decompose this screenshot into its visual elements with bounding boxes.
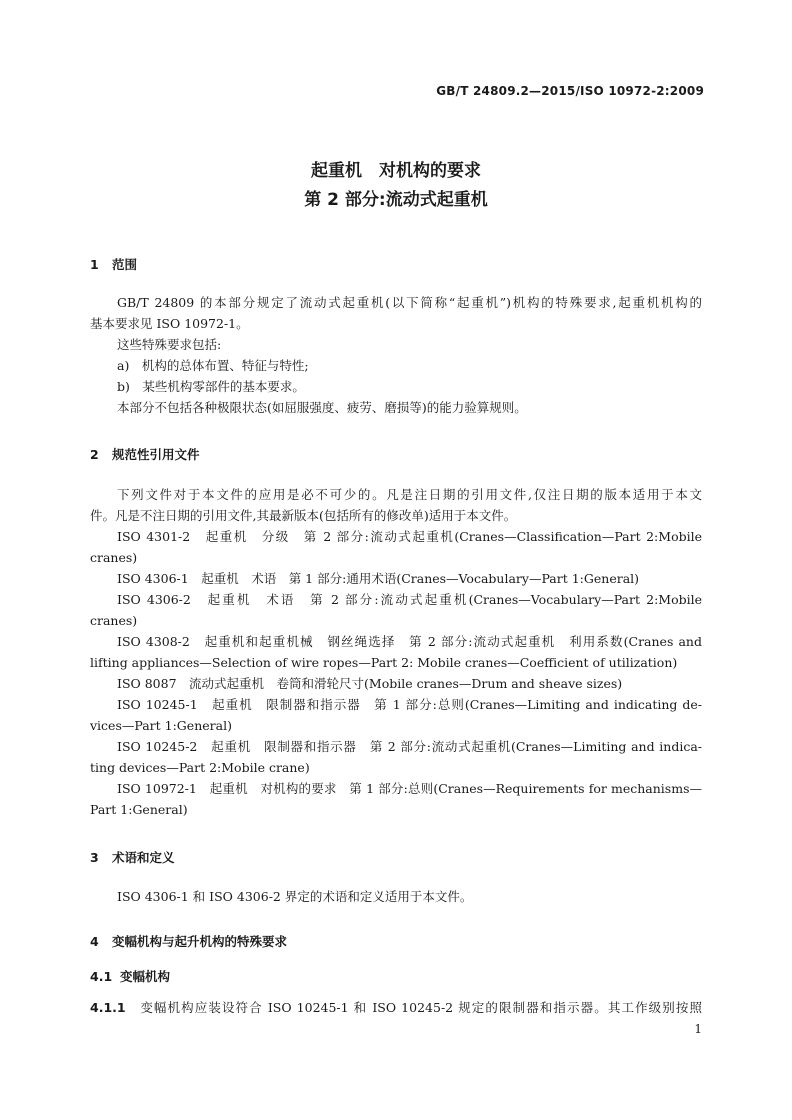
- clause-number: 4.1.1: [90, 1000, 126, 1015]
- section-title: 术语和定义: [112, 850, 175, 865]
- section-2-body: [90, 484, 702, 820]
- section-number: 1: [90, 257, 99, 272]
- section-title: 规范性引用文件: [112, 447, 200, 462]
- list-item: b) 某些机构零部件的基本要求。: [117, 379, 305, 394]
- reference-item: ISO 4306-2 起重机 术语 第 2 部分:流动式起重机(Cranes—Vocabulary—Part 2:Mobile: [117, 592, 702, 607]
- reference-item-cont: Part 1:General): [90, 802, 188, 817]
- section-1-heading: [90, 255, 137, 273]
- section-number: 4.1: [90, 969, 113, 984]
- reference-item: ISO 4301-2 起重机 分级 第 2 部分:流动式起重机(Cranes—Classification—Part 2:Mobile: [117, 529, 702, 544]
- reference-item-cont: lifting appliances—Selection of wire ropes—Part 2: Mobile cranes—Coefficient of utilization): [90, 655, 678, 670]
- reference-item: ISO 4308-2 起重机和起重机械 钢丝绳选择 第 2 部分:流动式起重机 利用系数(Cranes and: [117, 634, 702, 649]
- reference-item: ISO 10972-1 起重机 对机构的要求 第 1 部分:总则(Cranes—Requirements for mechanisms—: [117, 781, 702, 796]
- paragraph-line: ISO 4306-1 和 ISO 4306-2 界定的术语和定义适用于本文件。: [117, 889, 473, 904]
- section-number: 3: [90, 850, 99, 865]
- paragraph-line: 这些特殊要求包括:: [117, 337, 222, 352]
- paragraph-line: [90, 997, 702, 1018]
- section-4-heading: [90, 932, 287, 950]
- list-item: a) 机构的总体布置、特征与特性;: [117, 358, 309, 373]
- reference-item: ISO 4306-1 起重机 术语 第 1 部分:通用术语(Cranes—Vocabulary—Part 1:General): [117, 571, 640, 586]
- section-4-1-1-body: [90, 997, 702, 1018]
- section-title: 范围: [112, 257, 138, 272]
- section-title: 变幅机构与起升机构的特殊要求: [112, 934, 288, 949]
- paragraph-line: 本部分不包括各种极限状态(如屈服强度、疲劳、磨损等)的能力验算规则。: [117, 400, 527, 415]
- reference-item: ISO 10245-1 起重机 限制器和指示器 第 1 部分:总则(Cranes—Limiting and indicating de-: [117, 697, 702, 712]
- standard-number: GB/T 24809.2—2015/ISO 10972-2:2009: [436, 84, 704, 98]
- section-number: 2: [90, 447, 99, 462]
- section-title: 变幅机构: [120, 969, 171, 984]
- document-title-line1: 起重机 对机构的要求: [311, 161, 481, 181]
- paragraph-line: 件。凡是不注日期的引用文件,其最新版本(包括所有的修改单)适用于本文件。: [90, 508, 517, 523]
- page-number: 1: [694, 1022, 702, 1036]
- section-3-heading: [90, 848, 175, 866]
- reference-item-cont: cranes): [90, 613, 138, 628]
- paragraph-line: 下列文件对于本文件的应用是必不可少的。凡是注日期的引用文件,仅注日期的版本适用于本文: [117, 487, 702, 502]
- paragraph-line: 基本要求见 ISO 10972-1。: [90, 316, 249, 331]
- reference-item-cont: cranes): [90, 550, 138, 565]
- reference-item-cont: ting devices—Part 2:Mobile crane): [90, 760, 310, 775]
- section-1-body: [90, 292, 702, 418]
- section-2-heading: [90, 445, 200, 463]
- section-number: 4: [90, 934, 99, 949]
- section-4-1-heading: [90, 967, 170, 985]
- reference-item: ISO 10245-2 起重机 限制器和指示器 第 2 部分:流动式起重机(Cranes—Limiting and indica-: [117, 739, 702, 754]
- reference-item-cont: vices—Part 1:General): [90, 718, 232, 733]
- paragraph-line: GB/T 24809 的本部分规定了流动式起重机(以下简称“起重机”)机构的特殊要求,起重机机构的: [117, 295, 702, 310]
- reference-item: ISO 8087 流动式起重机 卷筒和滑轮尺寸(Mobile cranes—Drum and sheave sizes): [117, 676, 623, 691]
- section-3-body: [90, 886, 702, 907]
- clause-text: 变幅机构应装设符合 ISO 10245-1 和 ISO 10245-2 规定的限制器和指示器。其工作级别按照: [140, 1000, 702, 1015]
- document-title-line2: 第 2 部分:流动式起重机: [304, 190, 488, 210]
